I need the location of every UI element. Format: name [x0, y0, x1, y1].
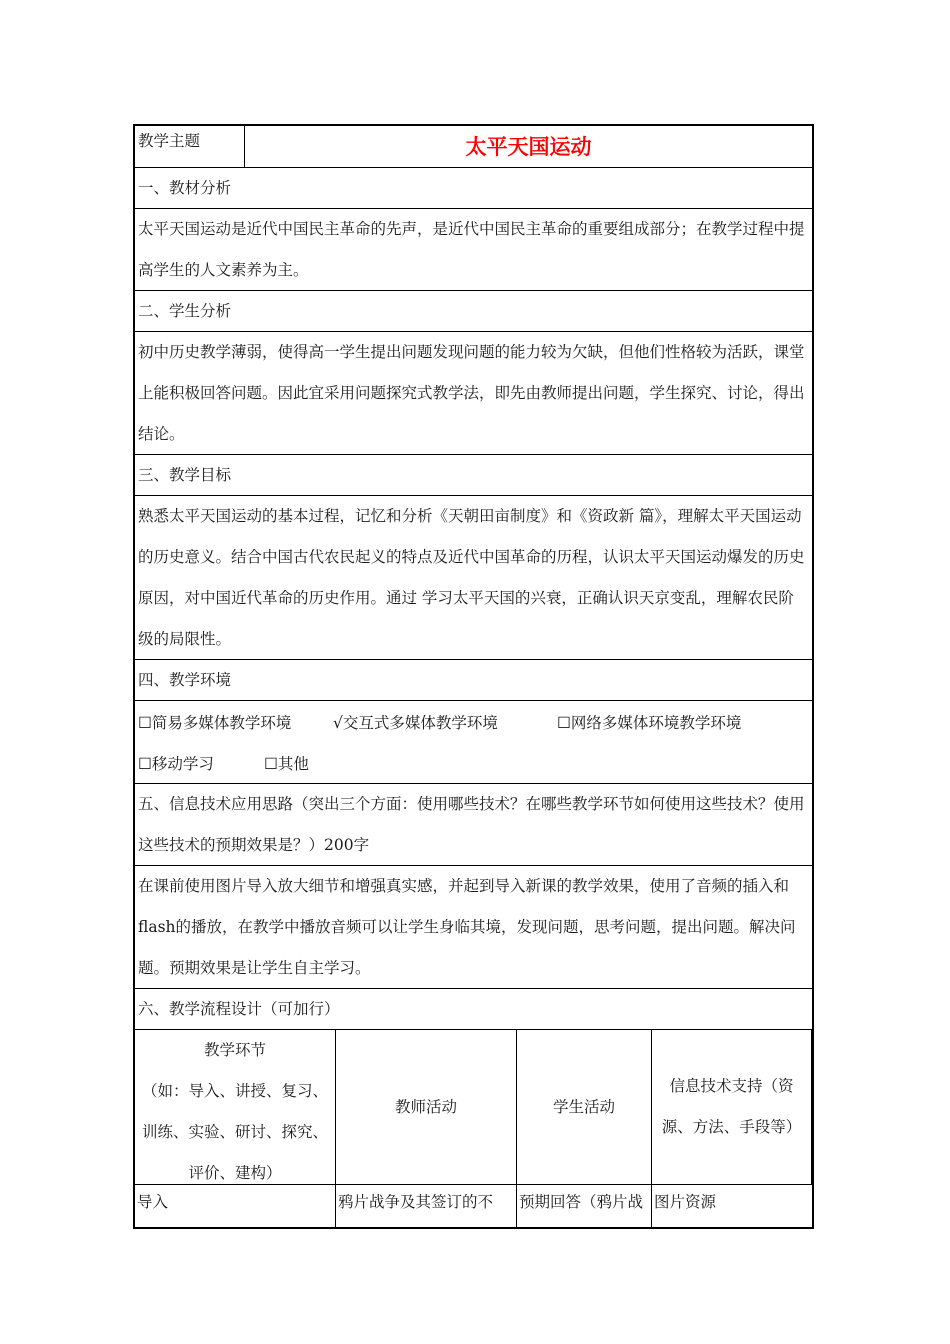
flow-row-student: 预期回答（鸦片战: [517, 1185, 652, 1227]
env-option-interactive: √交互式多媒体教学环境: [333, 713, 498, 732]
lesson-plan-table: [133, 124, 814, 1229]
flow-row-teacher: 鸦片战争及其签订的不: [336, 1185, 517, 1227]
flow-header-teacher: 教师活动: [336, 1030, 517, 1185]
env-heading: 四、教学环境: [135, 660, 812, 701]
material-heading: 一、教材分析: [135, 168, 812, 209]
env-options: [135, 701, 812, 784]
material-text: 太平天国运动是近代中国民主革命的先声，是近代中国民主革命的重要组成部分；在教学过程中提高学生的人文素养为主。: [135, 209, 812, 291]
title-row: [135, 126, 812, 168]
flow-header-tech: 信息技术支持（资源、方法、手段等）: [652, 1030, 812, 1185]
env-option-network: ☐网络多媒体环境教学环境: [557, 713, 742, 732]
student-text: 初中历史教学薄弱，使得高一学生提出问题发现问题的能力较为欠缺，但他们性格较为活跃，课堂上能积极回答问题。因此宜采用问题探究式教学法，即先由教师提出问题，学生探究、讨论，得出结论。: [135, 332, 812, 455]
tech-text: 在课前使用图片导入放大细节和增强真实感，并起到导入新课的教学效果，使用了音频的插入和flash的播放，在教学中播放音频可以让学生身临其境，发现问题，思考问题，提出问题。解决问题。预期效果是让学生自主学习。: [135, 866, 812, 989]
student-heading: 二、学生分析: [135, 291, 812, 332]
flow-table: [135, 1030, 812, 1227]
flow-stage-title: 教学环节: [203, 1041, 266, 1059]
env-line-1: [135, 701, 812, 742]
tech-heading: 五、信息技术应用思路（突出三个方面：使用哪些技术？在哪些教学环节如何使用这些技术？使用这些技术的预期效果是？）200字: [135, 784, 812, 866]
env-option-simple: ☐简易多媒体教学环境: [138, 713, 292, 732]
goal-heading: 三、教学目标: [135, 455, 812, 496]
lesson-title: 太平天国运动: [465, 135, 592, 159]
flow-stage-note: （如：导入、讲授、复习、训练、实验、研讨、探究、评价、建构）: [141, 1082, 328, 1182]
goal-text: 熟悉太平天国运动的基本过程，记忆和分析《天朝田亩制度》和《资政新 篇》，理解太平天国运动的历史意义。结合中国古代农民起义的特点及近代中国革命的历程，认识太平天国运动爆发的历史原因，对中国近代革命的历史作用。通过 学习太平天国的兴衰，正确认识天京变乱，理解农民阶级的局限性。: [135, 496, 812, 660]
flow-row-stage: 导入: [135, 1185, 336, 1227]
title-label: 教学主题: [135, 126, 245, 167]
env-option-mobile: ☐移动学习: [138, 754, 214, 773]
env-line-2: [135, 742, 812, 783]
flow-header-stage: [135, 1030, 336, 1185]
flow-heading: 六、教学流程设计（可加行）: [135, 989, 812, 1030]
env-option-other: ☐其他: [264, 754, 309, 773]
flow-header-student: 学生活动: [517, 1030, 652, 1185]
flow-row-tech: 图片资源: [654, 1193, 717, 1211]
